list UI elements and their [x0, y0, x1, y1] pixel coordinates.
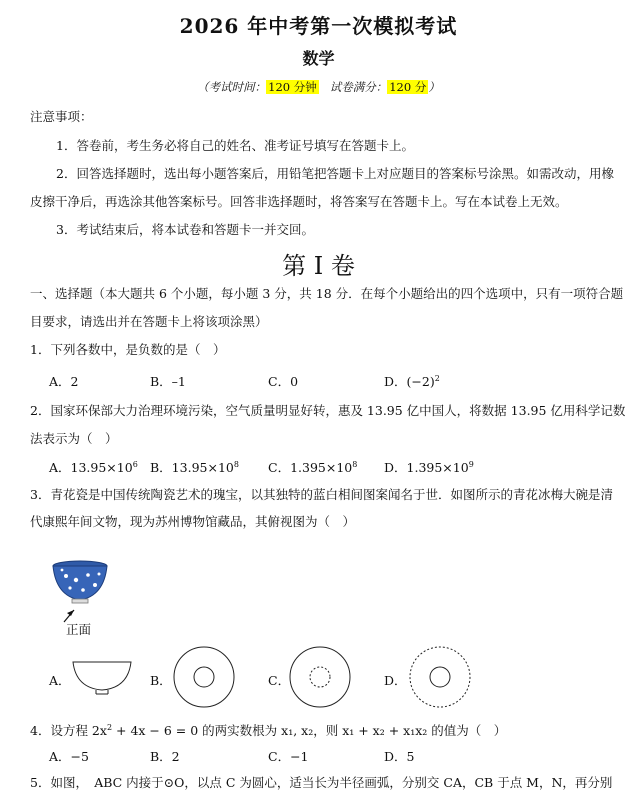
q3-option-c: C．: [268, 673, 291, 688]
q2-stem-1: 2．国家环保部大力治理环境污染，空气质量明显好转，惠及 13.95 亿中国人，将数据 13.95 亿用科学记数: [30, 403, 626, 418]
score-value: 120 分: [389, 80, 427, 94]
q2-c-base: C．1.395×10: [268, 460, 353, 475]
q2-d-sup: 9: [468, 459, 474, 469]
bowl-figure: [48, 558, 138, 642]
q4-stem-sup: 2: [106, 723, 113, 732]
time-value: 120 分钟: [268, 80, 317, 94]
note-3: 3．考试结束后，将本试卷和答题卡一并交回。: [56, 222, 314, 237]
q3-stem-1: 3．青花瓷是中国传统陶瓷艺术的瑰宝，以其独特的蓝白相间图案闻名于世．如图所示的青花冰梅大碗是清: [30, 487, 613, 502]
q5-stem: 5．如图， ABC 内接于⊙O，以点 C 为圆心，适当长为半径画弧，分别交 CA，CB 于点 M，N，再分别: [30, 775, 613, 790]
note-2b: 皮擦干净后，再选涂其他答案标号。回答非选择题时，将答案写在答题卡上。写在本试卷上无效。: [30, 194, 568, 209]
option-d-circles: [408, 645, 472, 709]
info-close: ）: [428, 80, 440, 94]
exam-title: 2026 年中考第一次模拟考试: [179, 14, 458, 38]
volume-heading: 第 I 卷: [282, 252, 355, 280]
q4-option-c: C．−1: [268, 749, 309, 764]
q2-a-base: A．13.95×10: [49, 460, 133, 475]
q3-stem-2: 代康熙年间文物，现为苏州博物馆藏品，其俯视图为（ ）: [30, 514, 356, 529]
q4-option-a: A．−5: [49, 749, 89, 764]
exam-subject: 数学: [302, 49, 335, 68]
q4-stem-post: + 4x − 6 = 0 的两实数根为 x₁, x₂，则 x₁ + x₂ + x₁x₂ 的值为（ ）: [112, 723, 507, 739]
q1-d-sup: 2: [434, 373, 440, 383]
q4-option-b: B．2: [150, 749, 180, 764]
q3-option-d: D．: [384, 673, 407, 688]
q2-b-sup: 8: [233, 459, 239, 469]
section-line-1: 一、选择题（本大题共 6 个小题，每小题 3 分，共 18 分．在每个小题给出的四个选项中，只有一项符合题: [30, 286, 624, 301]
q2-option-d: [384, 458, 474, 476]
notes-heading: 注意事项：: [30, 109, 93, 124]
q4-option-d: D．5: [384, 749, 415, 764]
exam-info: [0, 79, 637, 95]
front-label: 正面: [66, 622, 92, 637]
q2-b-base: B．13.95×10: [150, 460, 234, 475]
q2-option-b: [150, 458, 239, 476]
info-mid: 试卷满分：: [329, 80, 388, 94]
section-line-2: 目要求，请选出并在答题卡上将该项涂黑）: [30, 314, 268, 329]
q2-d-base: D．1.395×10: [384, 460, 469, 475]
q1-option-a: A．2: [49, 374, 79, 389]
q4-stem: [30, 720, 506, 739]
option-b-circles: [172, 645, 236, 709]
q1-option-d: [384, 372, 440, 390]
option-c-circles: [288, 645, 352, 709]
q2-option-c: [268, 458, 357, 476]
q2-option-a: [49, 458, 138, 476]
note-2a: 2．回答选择题时，选出每小题答案后，用铅笔把答题卡上对应题目的答案标号涂黑。如需改动，用橡: [56, 166, 614, 181]
q1-option-b: B．–1: [150, 374, 186, 389]
q1-stem: 1．下列各数中，是负数的是（ ）: [30, 342, 226, 357]
q1-option-c: C．0: [268, 374, 299, 389]
bowl-image: [48, 558, 138, 638]
q1-d-base: D．(−2): [384, 374, 435, 389]
q3-option-b: B．: [150, 673, 172, 688]
option-a-bowl-shape: [70, 660, 134, 696]
note-1: 1．答卷前，考生务必将自己的姓名、准考证号填写在答题卡上。: [56, 138, 414, 153]
q4-stem-pre: 4．设方程 2x: [30, 723, 107, 739]
q3-option-a: A．: [49, 673, 71, 688]
q2-c-sup: 8: [352, 459, 358, 469]
q2-stem-2: 法表示为（ ）: [30, 431, 118, 446]
q2-a-sup: 6: [132, 459, 138, 469]
info-open: （考试时间：: [197, 80, 267, 94]
